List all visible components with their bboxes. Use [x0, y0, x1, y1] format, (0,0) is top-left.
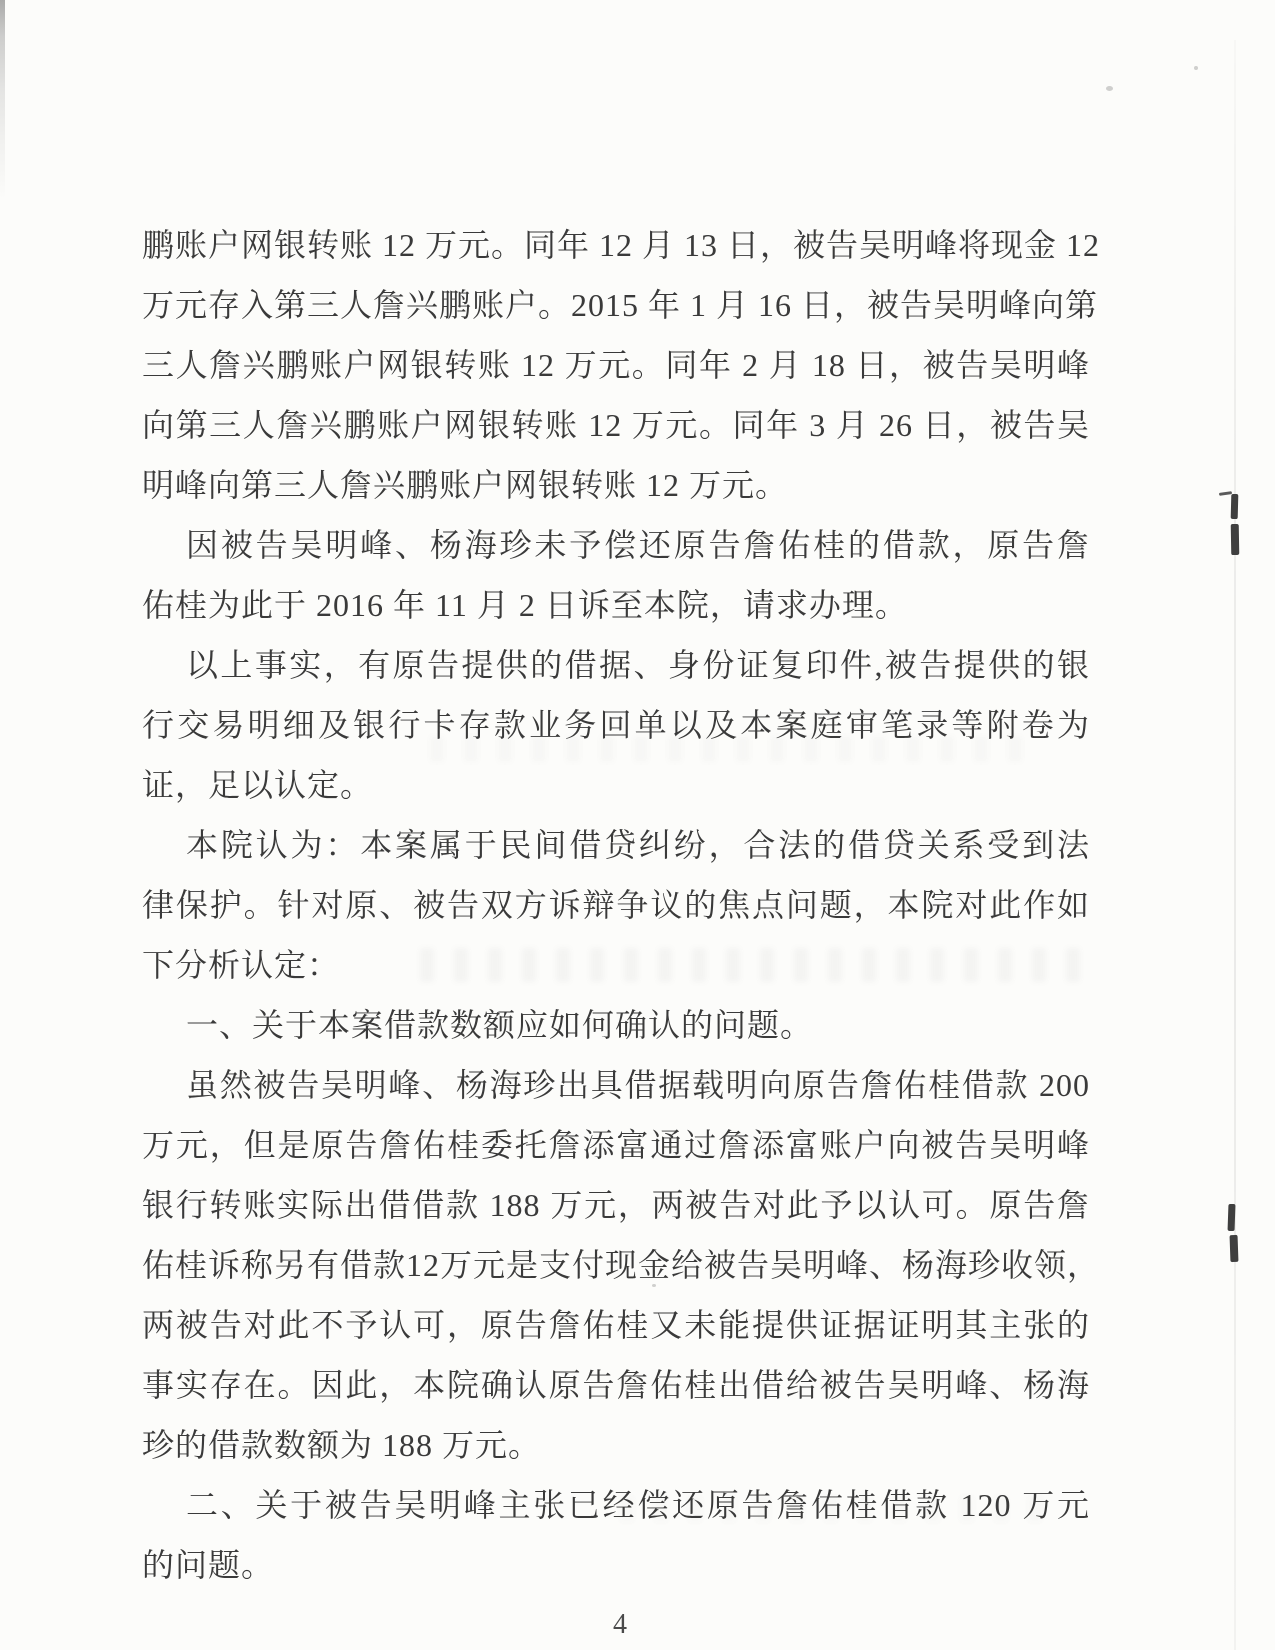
text-line: 一、关于本案借款数额应如何确认的问题。 — [186, 1007, 814, 1043]
text-line: 因被告吴明峰、杨海珍未予偿还原告詹佑桂的借款，原告詹 — [186, 527, 1090, 563]
text-line: 行交易明细及银行卡存款业务回单以及本案庭审笔录等附卷为 — [142, 707, 1090, 743]
text-line: 两被告对此不予认可，原告詹佑桂又未能提供证据证明其主张的 — [142, 1307, 1090, 1343]
scan-ink-mark — [1228, 1204, 1236, 1231]
scan-speck — [1194, 66, 1198, 70]
text-line: 向第三人詹兴鹏账户网银转账 12 万元。同年 3 月 26 日，被告吴 — [142, 407, 1090, 443]
text-line: 万元，但是原告詹佑桂委托詹添富通过詹添富账户向被告吴明峰 — [142, 1127, 1090, 1163]
text-line: 证，足以认定。 — [142, 767, 374, 803]
scan-ink-mark — [1231, 494, 1239, 519]
text-line: 明峰向第三人詹兴鹏账户网银转账 12 万元。 — [142, 467, 789, 503]
scan-edge-streak — [0, 0, 5, 200]
scan-ink-mark — [1219, 491, 1232, 496]
scan-fold-line — [1234, 40, 1236, 1650]
text-line: 下分析认定： — [142, 947, 341, 983]
text-line: 二、关于被告吴明峰主张已经偿还原告詹佑桂借款 120 万元 — [186, 1487, 1090, 1523]
scan-ink-mark — [1230, 1235, 1239, 1262]
text-line: 万元存入第三人詹兴鹏账户。2015 年 1 月 16 日，被告吴明峰向第 — [142, 287, 1099, 323]
text-line: 的问题。 — [142, 1547, 275, 1583]
text-line: 律保护。针对原、被告双方诉辩争议的焦点问题，本院对此作如 — [142, 887, 1090, 923]
scan-speck — [1106, 86, 1113, 91]
text-line: 珍的借款数额为 188 万元。 — [142, 1427, 542, 1463]
text-line: 事实存在。因此，本院确认原告詹佑桂出借给被告吴明峰、杨海 — [142, 1367, 1090, 1403]
text-block — [142, 215, 1101, 1595]
text-line: 以上事实，有原告提供的借据、身份证复印件,被告提供的银 — [186, 647, 1090, 683]
text-line: 佑桂为此于 2016 年 11 月 2 日诉至本院，请求办理。 — [142, 587, 908, 623]
text-line: 鹏账户网银转账 12 万元。同年 12 月 13 日，被告吴明峰将现金 12 — [142, 227, 1101, 263]
text-line: 银行转账实际出借借款 188 万元，两被告对此予以认可。原告詹 — [142, 1187, 1090, 1223]
scan-ink-mark — [1231, 524, 1240, 555]
text-line: 虽然被告吴明峰、杨海珍出具借据载明向原告詹佑桂借款 200 — [186, 1067, 1090, 1103]
page-number: 4 — [613, 1609, 627, 1640]
text-line: 佑桂诉称另有借款12万元是支付现金给被告吴明峰、杨海珍收领， — [142, 1247, 1101, 1283]
text-line: 三人詹兴鹏账户网银转账 12 万元。同年 2 月 18 日，被告吴明峰 — [142, 347, 1090, 383]
text-line: 本院认为：本案属于民间借贷纠纷，合法的借贷关系受到法 — [186, 827, 1090, 863]
